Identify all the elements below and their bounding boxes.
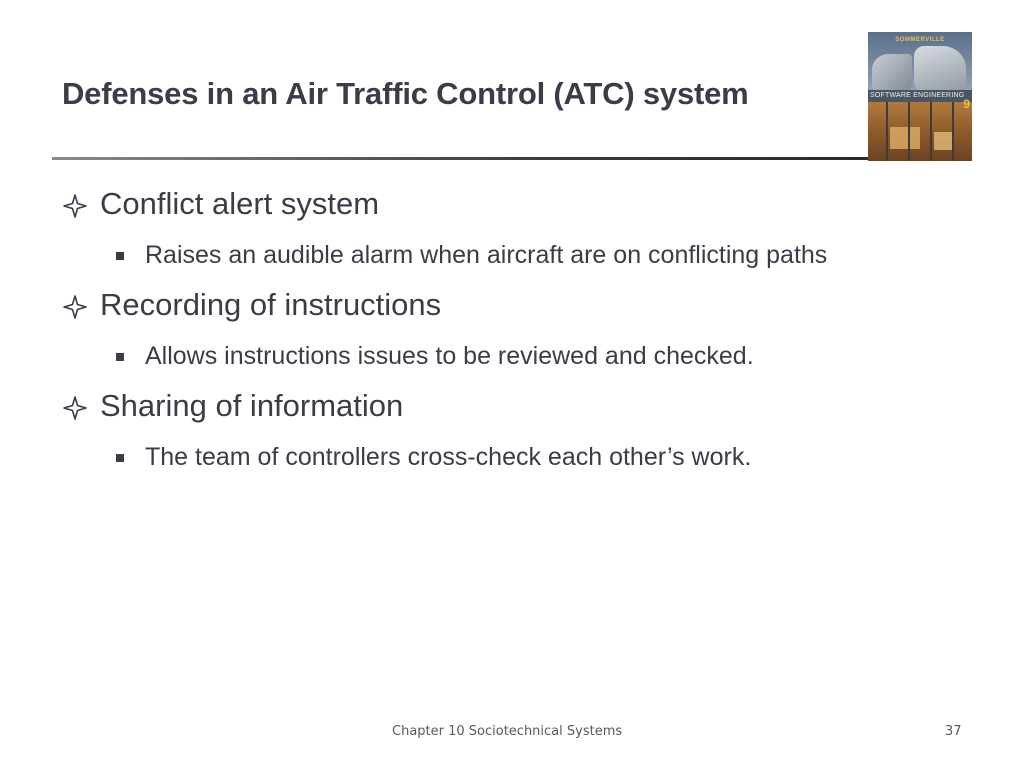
cover-author: SOMMERVILLE bbox=[895, 37, 945, 43]
bullet-recording-instructions bbox=[62, 287, 441, 323]
four-point-star-icon bbox=[62, 191, 88, 217]
square-bullet-icon bbox=[116, 252, 124, 260]
square-bullet-icon bbox=[116, 454, 124, 462]
cover-building-left bbox=[872, 54, 912, 94]
cover-edition: 9 bbox=[963, 97, 970, 111]
sub-bullet-text: Raises an audible alarm when aircraft are on conflicting paths bbox=[145, 241, 828, 269]
title-divider bbox=[52, 157, 872, 160]
bullet-text: Conflict alert system bbox=[100, 186, 380, 221]
sub-bullet bbox=[116, 241, 827, 270]
cover-subtitle: SOFTWARE ENGINEERING bbox=[870, 92, 965, 99]
four-point-star-icon bbox=[62, 292, 88, 318]
footer-chapter: Chapter 10 Sociotechnical Systems bbox=[392, 724, 623, 739]
cover-light bbox=[890, 127, 920, 149]
cover-light-2 bbox=[934, 132, 952, 150]
book-cover-image bbox=[868, 32, 972, 161]
bullet-text: Recording of instructions bbox=[100, 287, 442, 322]
bullet-conflict-alert bbox=[62, 186, 379, 222]
cover-strut bbox=[908, 102, 910, 161]
sub-bullet-text: The team of controllers cross-check each other’s work. bbox=[145, 443, 752, 471]
cover-strut bbox=[952, 102, 954, 161]
bullet-text: Sharing of information bbox=[100, 388, 404, 423]
bullet-sharing-information bbox=[62, 388, 403, 424]
square-bullet-icon bbox=[116, 353, 124, 361]
sub-bullet-text: Allows instructions issues to be reviewed and checked. bbox=[145, 342, 754, 370]
cover-strut bbox=[886, 102, 888, 161]
slide-number: 37 bbox=[945, 724, 962, 739]
sub-bullet bbox=[116, 342, 754, 371]
slide-title: Defenses in an Air Traffic Control (ATC) system bbox=[62, 76, 749, 111]
cover-strut bbox=[930, 102, 932, 161]
sub-bullet bbox=[116, 443, 751, 472]
cover-building-right bbox=[914, 46, 966, 96]
four-point-star-icon bbox=[62, 393, 88, 419]
cover-lower-photo bbox=[868, 102, 972, 161]
